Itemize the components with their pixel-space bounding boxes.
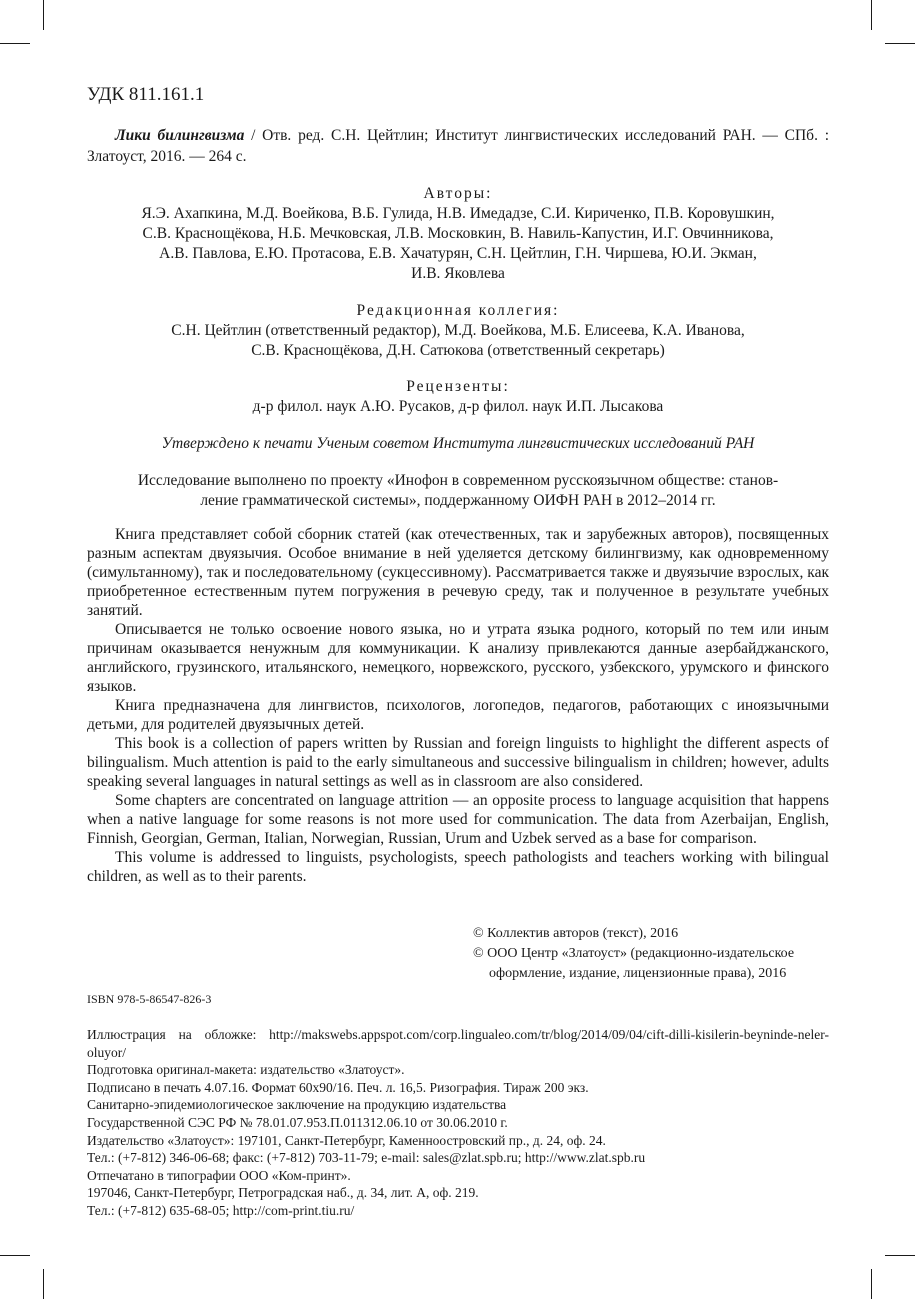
imprint-line: Подготовка оригинал-макета: издательство «Златоуст». xyxy=(87,1062,405,1078)
copyright-line: оформление, издание, лицензионные права), 2016 xyxy=(489,966,787,981)
crop-mark xyxy=(885,1255,915,1256)
crop-mark xyxy=(871,1269,872,1299)
crop-mark xyxy=(43,0,44,30)
board-list xyxy=(87,321,829,361)
project-line: Исследование выполнено по проекту «Инофон в современном русскоязычном обществе: станов- xyxy=(137,472,779,489)
crop-mark xyxy=(0,43,30,44)
abstract-paragraph: Описывается не только освоение нового языка, но и утрата языка родного, который по тем или иным причинам оказывается ненужным для коммуникации. К анализу привлекаются данные азербайджанского, английского, грузинского, итальянского, немецкого, норвежского, русского, узбекского, урумского и финского языков. xyxy=(87,621,829,695)
copyright-line: © ООО Центр «Златоуст» (редакционно-издательское xyxy=(473,946,795,961)
copyright-line: © Коллектив авторов (текст), 2016 xyxy=(473,926,679,941)
imprint-line: 197046, Санкт-Петербург, Петроградская наб., д. 34, лит. А, оф. 219. xyxy=(87,1185,479,1201)
authors-line: И.В. Яковлева xyxy=(411,265,505,282)
isbn: ISBN 978-5-86547-826-3 xyxy=(87,992,212,1006)
abstract-paragraph: This volume is addressed to linguists, psychologists, speech pathologists and teachers working with bilingual children, as well as to their parents. xyxy=(87,849,829,885)
authors-line: А.В. Павлова, Е.Ю. Протасова, Е.В. Хачатурян, С.Н. Цейтлин, Г.Н. Чиршева, Ю.И. Экман, xyxy=(159,245,757,262)
imprint-line: Санитарно-эпидемиологическое заключение на продукцию издательства xyxy=(87,1097,507,1113)
imprint-line: Отпечатано в типографии ООО «Ком-принт». xyxy=(87,1167,351,1183)
imprint-line: Государственной СЭС РФ № 78.01.07.953.П.011312.06.10 от 30.06.2010 г. xyxy=(87,1114,508,1130)
abstract-paragraph: This book is a collection of papers written by Russian and foreign linguists to highlight the different aspects of bilingualism. Much attention is paid to the early simultaneous and successive bilingualism in children; however, adults speaking several languages in natural settings as well as in classroom are also considered. xyxy=(87,735,829,790)
authors-line: Я.Э. Ахапкина, М.Д. Воейкова, В.Б. Гулида, Н.В. Имедадзе, С.И. Кириченко, П.В. Коровушкин, xyxy=(141,205,775,222)
imprint-line: Тел.: (+7-812) 346-06-68; факс: (+7-812) 703-11-79; e-mail: sales@zlat.spb.ru; http://www.zlat.spb.ru xyxy=(87,1150,646,1166)
authors-line: С.В. Краснощёкова, Н.Б. Мечковская, Л.В. Московкин, В. Навиль-Капустин, И.Г. Овчинникова, xyxy=(142,225,774,242)
bibliographic-record xyxy=(87,125,829,167)
crop-mark xyxy=(0,1255,30,1256)
project-note xyxy=(87,471,829,511)
book-title: Лики билингвизма xyxy=(115,127,245,144)
project-line: ление грамматической системы», поддержанному ОИФН РАН в 2012–2014 гг. xyxy=(200,492,716,509)
crop-mark xyxy=(885,43,915,44)
imprint-line: Тел.: (+7-812) 635-68-05; http://com-print.tiu.ru/ xyxy=(87,1202,355,1218)
approval-note: Утверждено к печати Ученым советом Института лингвистических исследований РАН xyxy=(161,435,755,452)
board-heading: Редакционная коллегия: xyxy=(356,302,560,319)
reviewers-heading: Рецензенты: xyxy=(406,378,510,395)
abstract-paragraph: Книга предназначена для лингвистов, психологов, логопедов, педагогов, работающих с иноязычными детьми, для родителей двуязычных детей. xyxy=(87,697,829,733)
crop-mark xyxy=(43,1269,44,1299)
authors-heading: Авторы: xyxy=(423,185,493,202)
crop-mark xyxy=(871,0,872,30)
authors-list xyxy=(87,204,829,284)
abstract-paragraph: Some chapters are concentrated on language attrition — an opposite process to language acquisition that happens when a native language for some reasons is not more used for communication. The data from Azerbaijan, English, Finnish, Georgian, German, Italian, Norwegian, Russian, Urum and Uzbek served as a base for comparison. xyxy=(87,792,829,847)
imprint-details xyxy=(87,1026,829,1220)
copyright-block xyxy=(473,924,829,984)
udk-code: УДК 811.161.1 xyxy=(87,84,205,105)
cover-illustration-credit: Иллюстрация на обложке: http://makswebs.appspot.com/corp.lingualeo.com/tr/blog/2014/09/04/cift-dilli-kisilerin-beyninde-neler-oluyor/ xyxy=(87,1027,829,1060)
reviewers-line: д-р филол. наук А.Ю. Русаков, д-р филол. наук И.П. Лысакова xyxy=(252,398,664,415)
board-line: С.В. Краснощёкова, Д.Н. Сатюкова (ответственный секретарь) xyxy=(251,342,665,359)
abstract-paragraph: Книга представляет собой сборник статей (как отечественных, так и зарубежных авторов), посвященных разным аспектам двуязычия. Особое внимание в ней уделяется детскому билингвизму, как одновременному (симультанному), так и последовательному (сукцессивному). Рассматривается также и двуязычие взрослых, как приобретенное естественным путем погружения в речевую среду, так и полученное в результате учебных занятий. xyxy=(87,526,829,619)
bibliographic-details: / Отв. ред. С.Н. Цейтлин; Институт лингвистических исследований РАН. — СПб. : Златоуст, 2016. — 264 с. xyxy=(87,127,830,165)
imprint-line: Издательство «Златоуст»: 197101, Санкт-Петербург, Каменноостровский пр., д. 24, оф. 24. xyxy=(87,1132,606,1148)
abstract xyxy=(87,525,829,886)
imprint-line: Подписано в печать 4.07.16. Формат 60х90/16. Печ. л. 16,5. Ризография. Тираж 200 экз. xyxy=(87,1079,589,1095)
board-line: С.Н. Цейтлин (ответственный редактор), М.Д. Воейкова, М.Б. Елисеева, К.А. Иванова, xyxy=(171,322,745,339)
